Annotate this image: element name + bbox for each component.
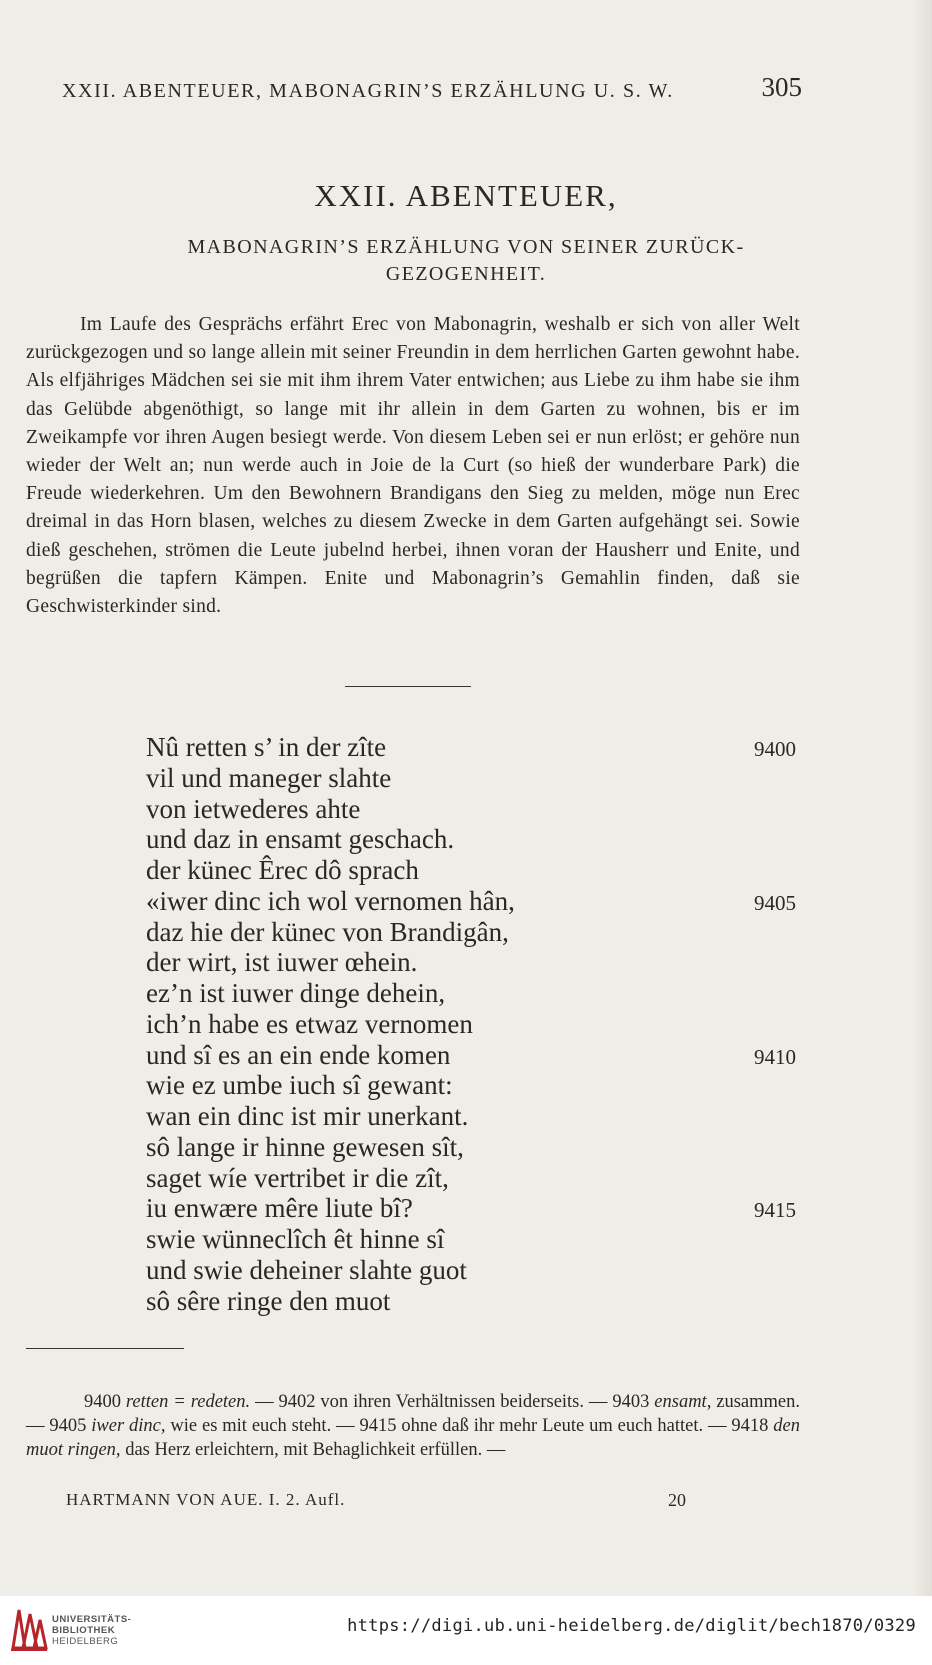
signature-line [66, 1490, 686, 1516]
verse-text: von ietwederes ahte [146, 793, 361, 824]
page-edge-shadow [912, 0, 932, 1596]
verse-line [146, 824, 796, 855]
chapter-subtitle [80, 234, 852, 288]
verse-text: «iwer dinc ich wol vernomen hân, [146, 885, 515, 916]
verse-line [146, 978, 796, 1009]
footnote-term: iwer dinc, [91, 1416, 166, 1436]
running-head [62, 72, 802, 112]
verse-line [146, 763, 796, 794]
verse-text: der wirt, ist iuwer œhein. [146, 947, 418, 978]
verse-text: ich’n habe es etwaz vernomen [146, 1008, 473, 1039]
footnotes [26, 1390, 800, 1462]
footnote-text: 9400 [84, 1392, 126, 1412]
chapter-subtitle-line-1: MABONAGRIN’S ERZÄHLUNG VON SEINER ZURÜCK- [187, 236, 745, 258]
footnote-divider [26, 1348, 184, 1349]
footnote-paragraph [26, 1390, 800, 1462]
verse-line [146, 855, 796, 886]
footnote-term: den muot ringen, [26, 1416, 800, 1460]
verse-text: wan ein dinc ist mir unerkant. [146, 1101, 469, 1131]
verse-line [146, 1255, 796, 1286]
section-divider [345, 686, 471, 687]
chapter-summary [26, 311, 800, 621]
verse-line [146, 1132, 796, 1163]
chapter-title: XXII. ABENTEUER, [314, 178, 618, 213]
footnote-text: wie es mit euch steht. — 9415 ohne daß ihr mehr Leute um euch hattet. — 9418 [165, 1416, 774, 1436]
chapter-subtitle-line-2: GEZOGENHEIT. [385, 263, 547, 285]
verse-line [146, 886, 796, 917]
verse-number: 9415 [754, 1198, 796, 1223]
verse-text: und sî es an ein ende komen [146, 1039, 451, 1070]
footnote-term: ensamt, [654, 1392, 712, 1412]
verse-text: vil und maneger slahte [146, 762, 392, 793]
footnote-text: zusammen. — 9405 [26, 1392, 800, 1436]
footnote-term: retten = redeten. [125, 1392, 251, 1412]
verse-text: Nû retten s’ in der zîte [146, 732, 387, 762]
verse-line [146, 917, 796, 948]
library-name [52, 1614, 131, 1647]
verse-number: 9400 [754, 737, 796, 761]
verse-line [146, 947, 796, 978]
signature-number: 20 [668, 1490, 686, 1510]
verse-line [146, 1101, 796, 1132]
verse-text: sô sêre ringe den muot [146, 1285, 391, 1316]
verse-line [146, 1040, 796, 1071]
footnote-text: das Herz erleichtern, mit Behaglichkeit erfüllen. — [120, 1440, 506, 1460]
page-number: 305 [761, 72, 802, 102]
verse-text: und swie deheiner slahte guot [146, 1254, 467, 1285]
verse-text: wie ez umbe iuch sî gewant: [146, 1070, 453, 1101]
verse-number: 9410 [754, 1044, 796, 1069]
permalink-url[interactable]: https://digi.ub.uni-heidelberg.de/diglit/bech1870/0329 [347, 1616, 916, 1636]
verse-line [146, 1163, 796, 1194]
verse-line [146, 732, 796, 763]
verse-text: daz hie der künec von Brandigân, [146, 916, 509, 947]
viewer-footer [0, 1596, 932, 1665]
verse-line [146, 1286, 796, 1317]
verse-text: der künec Êrec dô sprach [146, 855, 419, 885]
verse-block [146, 732, 796, 1316]
signature-text: HARTMANN VON AUE. I. 2. Aufl. [66, 1490, 346, 1509]
verse-text: iu enwære mêre liute bî? [146, 1193, 413, 1224]
library-name-line-3: HEIDELBERG [52, 1636, 119, 1647]
verse-text: swie wünneclîch êt hinne sî [146, 1224, 445, 1254]
summary-paragraph: Im Laufe des Gesprächs erfährt Erec von Mabonagrin, weshalb er sich von aller Welt zurückgezogen und so lange allein mit seiner Freundin in dem herrlichen Garten gewohnt habe. Als elfjähriges Mädchen sei sie mit ihm ihrem Vater entwichen; aus Liebe zu ihm habe sie ihm das Gelübde abgenöthigt, so lange mit ihr allein in dem Garten zu wohnen, bis er im Zweikampfe vor ihren Augen besiegt werde. Von diesem Leben sei er nun erlöst; er gehöre nun wieder der Welt an; nun werde auch in Joie de la Curt (so hieß der wunderbare Park) die Freude wiederkehren. Um den Bewohnern Brandigans den Sieg zu melden, möge nun Erec dreimal in das Horn blasen, welches zu diesem Zwecke in dem Garten aufgehängt sei. Sowie dieß geschehen, strömen die Leute jubelnd herbei, ihnen voran der Hausherr und Enite, und begrüßen die tapfern Kämpen. Enite und Mabonagrin’s Gemahlin finden, daß sie Geschwisterkinder sind. [26, 314, 800, 618]
library-name-line-1: UNIVERSITÄTS- [52, 1614, 132, 1625]
verse-text: sô lange ir hinne gewesen sît, [146, 1131, 464, 1162]
library-name-line-2: BIBLIOTHEK [52, 1625, 116, 1636]
verse-text: ez’n ist iuwer dinge dehein, [146, 978, 446, 1008]
verse-text: saget wíe vertribet ir die zît, [146, 1162, 449, 1193]
verse-line [146, 1009, 796, 1040]
verse-line [146, 1070, 796, 1101]
footnote-text: — 9402 von ihren Verhältnissen beiderseits. — 9403 [250, 1392, 655, 1412]
verse-line [146, 794, 796, 825]
verse-line [146, 1193, 796, 1224]
verse-text: und daz in ensamt geschach. [146, 824, 455, 855]
verse-number: 9405 [754, 890, 796, 915]
university-library-logo-icon[interactable] [8, 1604, 48, 1654]
verse-line [146, 1224, 796, 1255]
running-head-title: XXII. ABENTEUER, MABONAGRIN’S ERZÄHLUNG U. S. W. [62, 80, 674, 102]
